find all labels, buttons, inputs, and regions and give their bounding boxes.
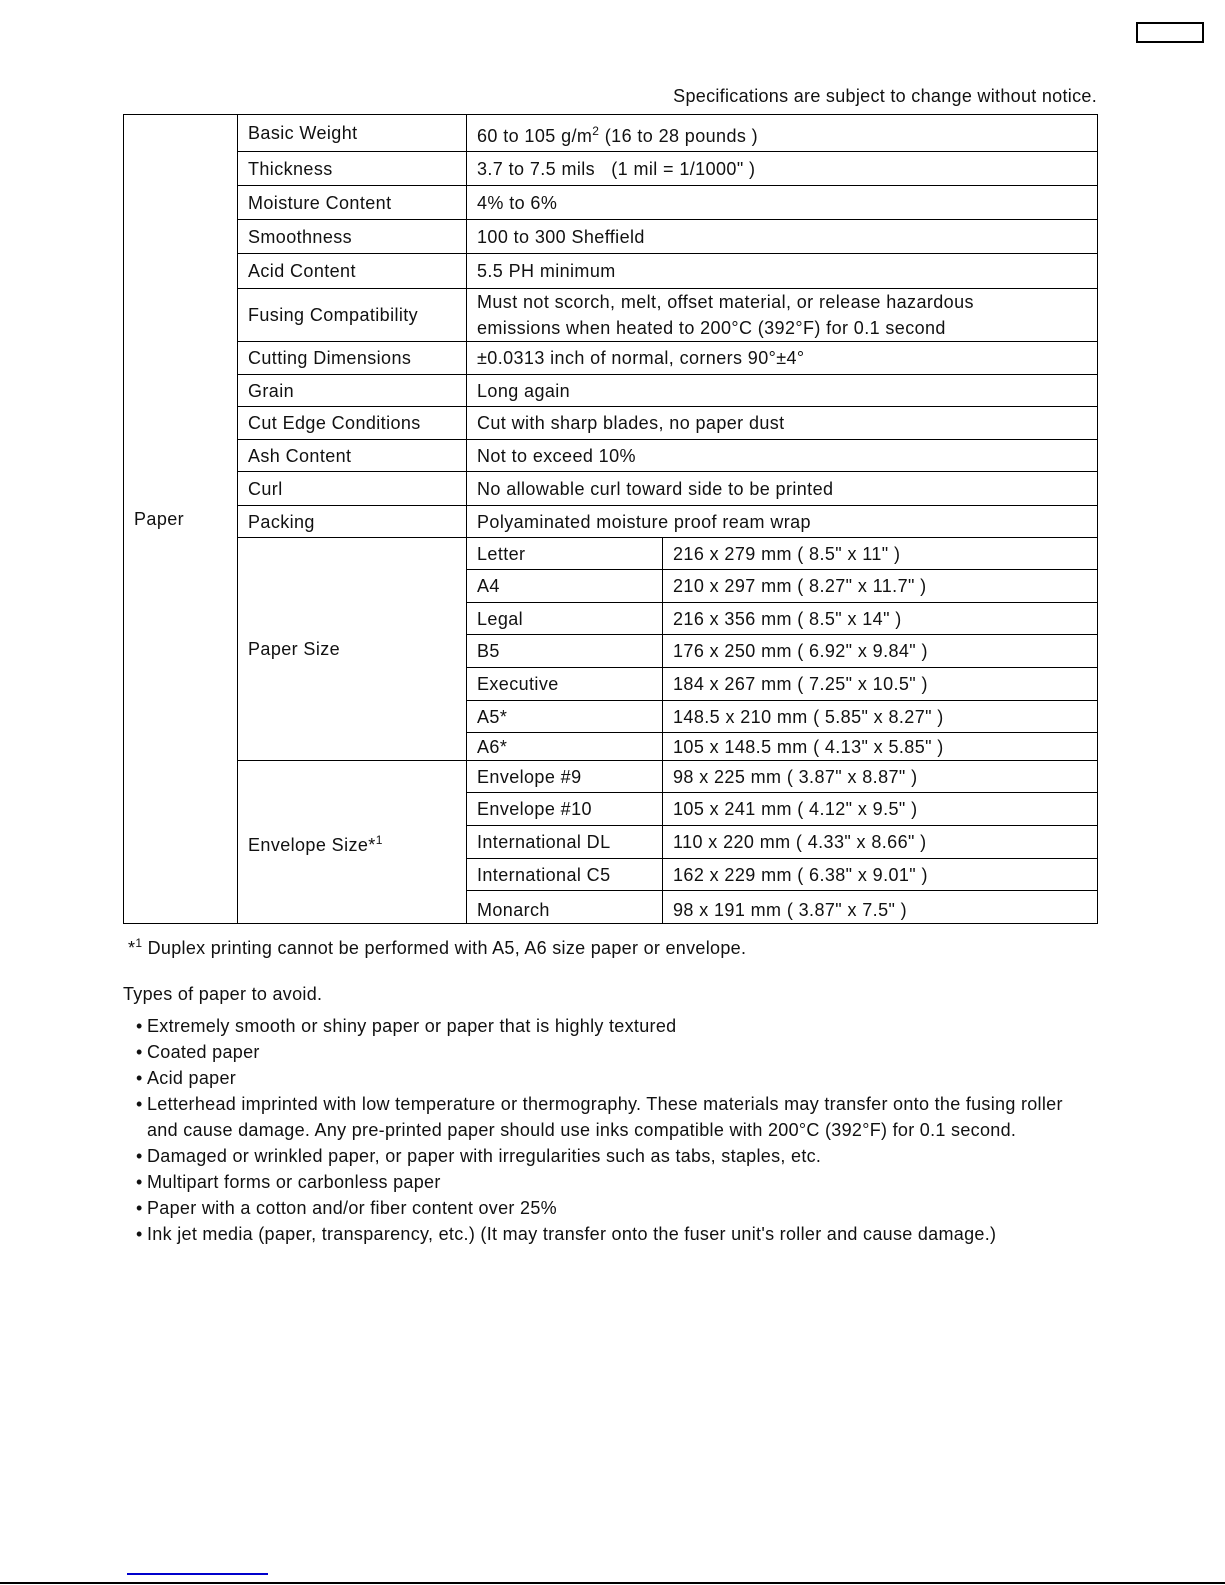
spec-label: Cutting Dimensions <box>238 342 467 375</box>
table-row <box>124 538 1098 570</box>
avoid-title: Types of paper to avoid. <box>123 984 323 1004</box>
size-dim: 210 x 297 mm ( 8.27" x 11.7" ) <box>663 570 1098 603</box>
footnote-mark: * <box>128 938 136 958</box>
size-dim: 176 x 250 mm ( 6.92" x 9.84" ) <box>663 635 1098 668</box>
size-name: Letter <box>467 538 663 570</box>
superscript: 1 <box>135 936 143 950</box>
spec-value: Polyaminated moisture proof ream wrap <box>467 506 1098 538</box>
list-item: • Coated paper <box>136 1039 1096 1065</box>
footnote-text: Duplex printing cannot be performed with A5, A6 size paper or envelope. <box>142 938 747 958</box>
superscript: 1 <box>375 832 383 847</box>
size-name: Monarch <box>467 891 663 924</box>
table-row <box>124 186 1098 220</box>
spec-label: Basic Weight <box>238 115 467 152</box>
size-dim: 216 x 279 mm ( 8.5" x 11" ) <box>663 538 1098 570</box>
list-item: • Damaged or wrinkled paper, or paper with irregularities such as tabs, staples, etc. <box>136 1143 1096 1169</box>
spec-label: Thickness <box>238 152 467 186</box>
list-item: • Letterhead imprinted with low temperature or thermography. These materials may transfer onto the fusing roller and cause damage. Any pre-printed paper should use inks compatible with 200°C (392°F) for 0.1 second. <box>136 1091 1096 1143</box>
size-name: A5* <box>467 701 663 733</box>
list-item: • Acid paper <box>136 1065 1096 1091</box>
size-dim: 98 x 191 mm ( 3.87" x 7.5" ) <box>663 891 1098 924</box>
page-number-box <box>1136 22 1204 43</box>
list-item: • Ink jet media (paper, transparency, etc.) (It may transfer onto the fuser unit's roller and cause damage.) <box>136 1221 1096 1247</box>
size-name: Legal <box>467 603 663 635</box>
spec-value <box>467 115 1098 152</box>
page-bottom-rule <box>0 1582 1225 1584</box>
size-dim: 216 x 356 mm ( 8.5" x 14" ) <box>663 603 1098 635</box>
size-name: A4 <box>467 570 663 603</box>
spec-value-text: (16 to 28 pounds ) <box>599 125 759 146</box>
table-row <box>124 440 1098 472</box>
spec-label: Packing <box>238 506 467 538</box>
size-name: Executive <box>467 668 663 701</box>
spec-value: No allowable curl toward side to be printed <box>467 472 1098 506</box>
size-dim: 105 x 241 mm ( 4.12" x 9.5" ) <box>663 793 1098 826</box>
spec-value-line: Must not scorch, melt, offset material, or release hazardous <box>477 292 974 312</box>
paper-size-label: Paper Size <box>238 538 467 761</box>
table-row <box>124 506 1098 538</box>
spec-label: Moisture Content <box>238 186 467 220</box>
size-dim: 105 x 148.5 mm ( 4.13" x 5.85" ) <box>663 733 1098 761</box>
table-row <box>124 115 1098 152</box>
spec-value: ±0.0313 inch of normal, corners 90°±4° <box>467 342 1098 375</box>
envelope-size-text: Envelope Size* <box>248 834 376 855</box>
size-dim: 162 x 229 mm ( 6.38" x 9.01" ) <box>663 859 1098 891</box>
spec-value: 100 to 300 Sheffield <box>467 220 1098 254</box>
list-item: • Paper with a cotton and/or fiber content over 25% <box>136 1195 1096 1221</box>
avoid-list <box>136 1013 1096 1247</box>
size-dim: 98 x 225 mm ( 3.87" x 8.87" ) <box>663 761 1098 793</box>
spec-notice: Specifications are subject to change without notice. <box>673 86 1097 106</box>
size-dim: 148.5 x 210 mm ( 5.85" x 8.27" ) <box>663 701 1098 733</box>
size-name: B5 <box>467 635 663 668</box>
size-name: Envelope #9 <box>467 761 663 793</box>
spec-value-text: 60 to 105 g/m <box>477 125 593 146</box>
size-name: Envelope #10 <box>467 793 663 826</box>
footnote <box>128 936 746 959</box>
size-dim: 110 x 220 mm ( 4.33" x 8.66" ) <box>663 826 1098 859</box>
table-row <box>124 220 1098 254</box>
spec-label: Fusing Compatibility <box>238 289 467 342</box>
spec-label: Cut Edge Conditions <box>238 407 467 440</box>
spec-value: 4% to 6% <box>467 186 1098 220</box>
table-row <box>124 472 1098 506</box>
spec-label: Grain <box>238 375 467 407</box>
table-row <box>124 152 1098 186</box>
spec-value: 5.5 PH minimum <box>467 254 1098 289</box>
spec-value: Not to exceed 10% <box>467 440 1098 472</box>
size-name: A6* <box>467 733 663 761</box>
table-row <box>124 289 1098 342</box>
spec-value: Cut with sharp blades, no paper dust <box>467 407 1098 440</box>
spec-value: Long again <box>467 375 1098 407</box>
table-row <box>124 375 1098 407</box>
envelope-size-label <box>238 761 467 924</box>
table-row <box>124 407 1098 440</box>
superscript: 2 <box>592 123 600 138</box>
category-cell: Paper <box>124 115 238 924</box>
size-name: International C5 <box>467 859 663 891</box>
table-row <box>124 761 1098 793</box>
spec-value-line: emissions when heated to 200°C (392°F) for 0.1 second <box>477 318 946 338</box>
size-dim: 184 x 267 mm ( 7.25" x 10.5" ) <box>663 668 1098 701</box>
paper-spec-table <box>123 114 1098 924</box>
spec-label: Ash Content <box>238 440 467 472</box>
spec-label: Curl <box>238 472 467 506</box>
list-item: • Multipart forms or carbonless paper <box>136 1169 1096 1195</box>
spec-label: Acid Content <box>238 254 467 289</box>
table-row <box>124 254 1098 289</box>
link-underline[interactable] <box>127 1573 268 1575</box>
list-item: • Extremely smooth or shiny paper or paper that is highly textured <box>136 1013 1096 1039</box>
table-row <box>124 342 1098 375</box>
size-name: International DL <box>467 826 663 859</box>
spec-value <box>467 289 1098 342</box>
spec-label: Smoothness <box>238 220 467 254</box>
spec-value: 3.7 to 7.5 mils (1 mil = 1/1000" ) <box>467 152 1098 186</box>
